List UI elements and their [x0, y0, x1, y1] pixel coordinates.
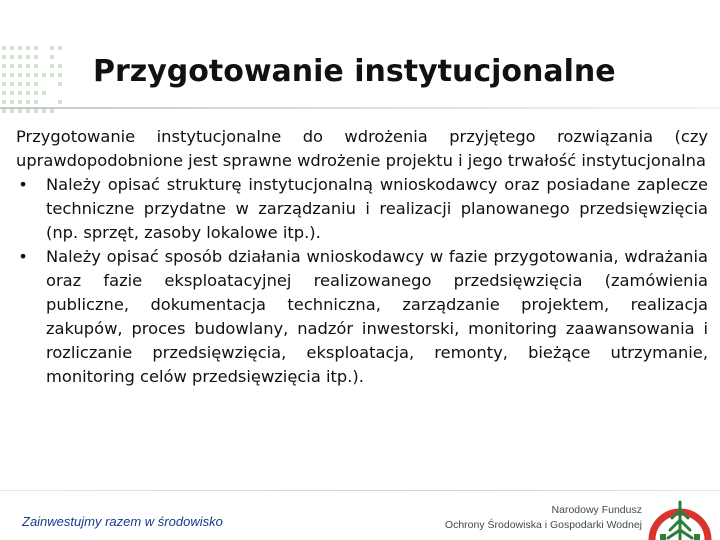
dot	[18, 100, 22, 104]
dot	[58, 64, 62, 68]
dot	[34, 109, 38, 113]
dot	[26, 73, 30, 77]
slide-title: Przygotowanie instytucjonalne	[93, 54, 616, 89]
dot	[58, 100, 62, 104]
dot	[26, 109, 30, 113]
dot	[50, 64, 54, 68]
footer-divider	[0, 490, 720, 491]
dot	[10, 64, 14, 68]
bullet-item	[16, 173, 708, 245]
dot	[50, 55, 54, 59]
dot	[42, 91, 46, 95]
dot	[10, 55, 14, 59]
fund-name-line2: Ochrony Środowiska i Gospodarki Wodnej	[444, 519, 642, 531]
bullet-icon: •	[18, 175, 28, 194]
dot	[26, 46, 30, 50]
slide-body	[16, 125, 708, 389]
dot	[2, 55, 6, 59]
bullet-text: Należy opisać sposób działania wnioskodawcy w fazie przygotowania, wdrażania oraz fazie eksploatacyjnej realizowanego przedsięwzięcia (zamówienia publiczne, dokumentacja techniczna, zarządzanie projektem, realizacja zakupów, proces budowlany, nadzór inwestorski, monitoring zaawansowania i rozliczanie przedsięwzięcia, eksploatacja, remonty, bieżące utrzymanie, monitoring celów przedsięwzięcia itp.).	[46, 247, 708, 386]
dot	[34, 100, 38, 104]
dot	[26, 55, 30, 59]
dot	[50, 73, 54, 77]
dot	[10, 109, 14, 113]
fund-name-line1: Narodowy Fundusz	[551, 504, 642, 516]
dot	[2, 82, 6, 86]
dot	[26, 82, 30, 86]
dot	[18, 82, 22, 86]
dot	[2, 64, 6, 68]
dot	[2, 73, 6, 77]
dot	[34, 55, 38, 59]
dot	[10, 46, 14, 50]
dot	[58, 46, 62, 50]
dot	[50, 109, 54, 113]
dot	[18, 46, 22, 50]
dot	[26, 91, 30, 95]
bullet-list	[16, 173, 708, 389]
dot	[26, 64, 30, 68]
dot	[2, 109, 6, 113]
dot	[18, 73, 22, 77]
dot	[34, 64, 38, 68]
dot	[18, 109, 22, 113]
dot	[2, 46, 6, 50]
dot	[18, 64, 22, 68]
dot	[58, 82, 62, 86]
bullet-icon: •	[18, 247, 28, 266]
dot	[2, 100, 6, 104]
dot	[18, 55, 22, 59]
dot	[34, 46, 38, 50]
bullet-item	[16, 245, 708, 389]
dot	[10, 73, 14, 77]
dot	[10, 82, 14, 86]
dot	[34, 73, 38, 77]
dot	[10, 91, 14, 95]
dot	[58, 73, 62, 77]
intro-paragraph: Przygotowanie instytucjonalne do wdrożenia przyjętego rozwiązania (czy uprawdopodobnione jest sprawne wdrożenie projektu i jego trwałość instytucjonalna	[16, 127, 708, 170]
dot	[34, 91, 38, 95]
dot	[42, 73, 46, 77]
dot	[26, 100, 30, 104]
dot	[10, 100, 14, 104]
nfosigw-emblem-icon	[646, 490, 714, 540]
dot	[18, 91, 22, 95]
footer-slogan: Zainwestujmy razem w środowisko	[22, 514, 223, 529]
dot	[50, 46, 54, 50]
dot	[42, 109, 46, 113]
title-divider	[0, 107, 720, 109]
bullet-text: Należy opisać strukturę instytucjonalną wnioskodawcy oraz posiadane zaplecze techniczne przydatne w zarządzaniu i realizacji planowanego przedsięwzięcia (np. sprzęt, zasoby lokalowe itp.).	[46, 175, 708, 242]
dot	[2, 91, 6, 95]
dot	[34, 82, 38, 86]
